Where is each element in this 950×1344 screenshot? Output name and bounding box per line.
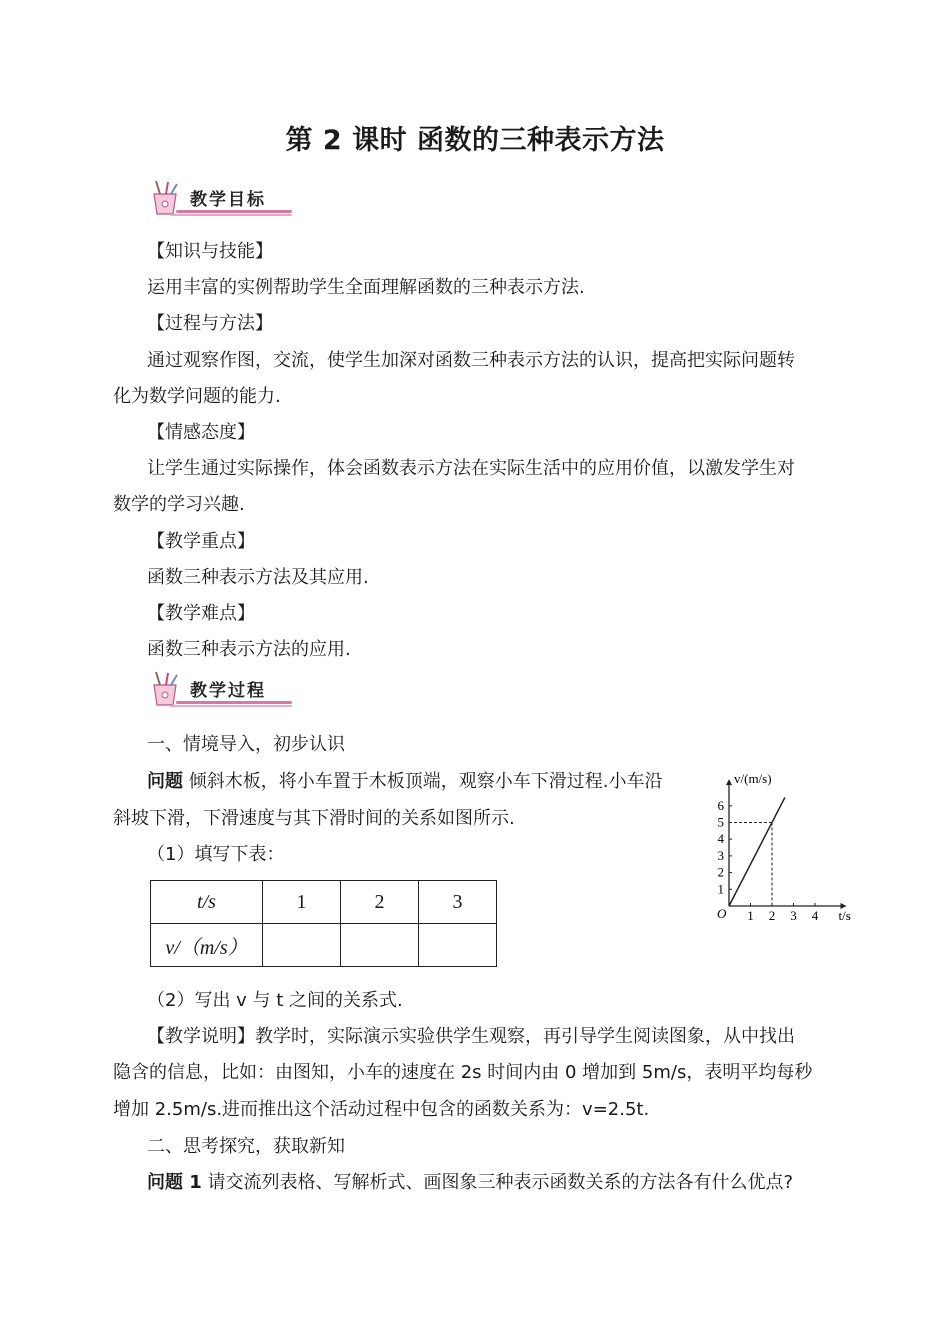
table-header-velocity: v/（m/s） bbox=[151, 924, 263, 967]
table-header-time: t/s bbox=[151, 881, 263, 924]
table-row bbox=[151, 881, 497, 924]
y-axis-arrow bbox=[726, 779, 732, 785]
x-tick-label: 3 bbox=[790, 908, 797, 923]
y-tick-label: 6 bbox=[717, 797, 724, 813]
x-axis-label: t/s bbox=[838, 908, 851, 923]
x-tick-label: 1 bbox=[747, 908, 754, 923]
problem1-line bbox=[147, 1172, 793, 1194]
problem1-text: 请交流列表格、写解析式、画图象三种表示函数关系的方法各有什么优点? bbox=[201, 1172, 794, 1193]
table-column-2: 2 bbox=[341, 881, 419, 924]
x-tick-label: 2 bbox=[768, 908, 776, 923]
y-tick-label: 5 bbox=[717, 814, 724, 830]
question-1: （1）填写下表： bbox=[147, 844, 285, 865]
step1-heading: 一、情境导入，初步认识 bbox=[147, 734, 345, 755]
table-cell-empty bbox=[341, 924, 419, 967]
difficulty-heading: 【教学难点】 bbox=[147, 603, 255, 624]
y-tick-label: 1 bbox=[717, 881, 724, 897]
table-cell-empty bbox=[263, 924, 341, 967]
question-2: （2）写出 v 与 t 之间的关系式. bbox=[147, 990, 403, 1011]
teaching-note-line1: 【教学说明】教学时，实际演示实验供学生观察，再引导学生阅读图象，从中找出 bbox=[147, 1026, 795, 1047]
section-badge-process bbox=[146, 671, 292, 709]
table-cell-empty bbox=[419, 924, 497, 967]
process-text-line2: 化为数学问题的能力. bbox=[113, 386, 281, 407]
table-row bbox=[151, 924, 497, 967]
teaching-note-line3: 增加 2.5m/s.进而推出这个活动过程中包含的函数关系为：v=2.5t. bbox=[113, 1099, 650, 1120]
emotion-heading: 【情感态度】 bbox=[147, 422, 255, 443]
x-tick-label: 4 bbox=[811, 908, 819, 923]
badge-underline-light bbox=[170, 705, 292, 707]
velocity-time-graph bbox=[712, 772, 852, 924]
table-column-3: 3 bbox=[419, 881, 497, 924]
y-tick-label: 3 bbox=[717, 847, 724, 863]
fill-in-table bbox=[150, 880, 497, 967]
y-tick-label: 2 bbox=[717, 864, 724, 880]
origin-label: O bbox=[717, 906, 727, 921]
difficulty-text: 函数三种表示方法的应用. bbox=[147, 639, 351, 660]
key-text: 函数三种表示方法及其应用. bbox=[147, 567, 369, 588]
knowledge-heading: 【知识与技能】 bbox=[147, 241, 273, 262]
emotion-text-line1: 让学生通过实际操作，体会函数表示方法在实际生活中的应用价值，以激发学生对 bbox=[147, 458, 795, 479]
problem-text: 倾斜木板，将小车置于木板顶端，观察小车下滑过程.小车沿 bbox=[183, 771, 663, 792]
section-badge-label: 教学过程 bbox=[190, 681, 266, 701]
teaching-note-line2: 隐含的信息，比如：由图知，小车的速度在 2s 时间内由 0 增加到 5m/s，表明平均每秒 bbox=[113, 1062, 813, 1083]
problem-line1 bbox=[147, 771, 662, 793]
badge-underline-light bbox=[170, 214, 292, 216]
key-heading: 【教学重点】 bbox=[147, 531, 255, 552]
problem1-label: 问题 1 bbox=[147, 1172, 202, 1193]
knowledge-text: 运用丰富的实例帮助学生全面理解函数的三种表示方法. bbox=[147, 277, 585, 298]
step2-heading: 二、思考探究，获取新知 bbox=[147, 1136, 345, 1157]
y-tick-label: 4 bbox=[717, 831, 724, 847]
section-badge-label: 教学目标 bbox=[190, 190, 266, 210]
badge-underline bbox=[176, 210, 292, 213]
problem-label: 问题 bbox=[147, 771, 183, 792]
badge-underline bbox=[176, 701, 292, 704]
process-heading: 【过程与方法】 bbox=[147, 313, 273, 334]
table-column-1: 1 bbox=[263, 881, 341, 924]
y-axis-label: v/(m/s) bbox=[734, 772, 772, 787]
series-line bbox=[729, 797, 785, 906]
process-text-line1: 通过观察作图，交流，使学生加深对函数三种表示方法的认识，提高把实际问题转 bbox=[147, 350, 795, 371]
emotion-text-line2: 数学的学习兴趣. bbox=[113, 494, 245, 515]
section-badge-goals bbox=[146, 180, 292, 218]
problem-line2: 斜坡下滑，下滑速度与其下滑时间的关系如图所示. bbox=[113, 808, 515, 829]
page-title: 第 2 课时 函数的三种表示方法 bbox=[285, 125, 665, 156]
